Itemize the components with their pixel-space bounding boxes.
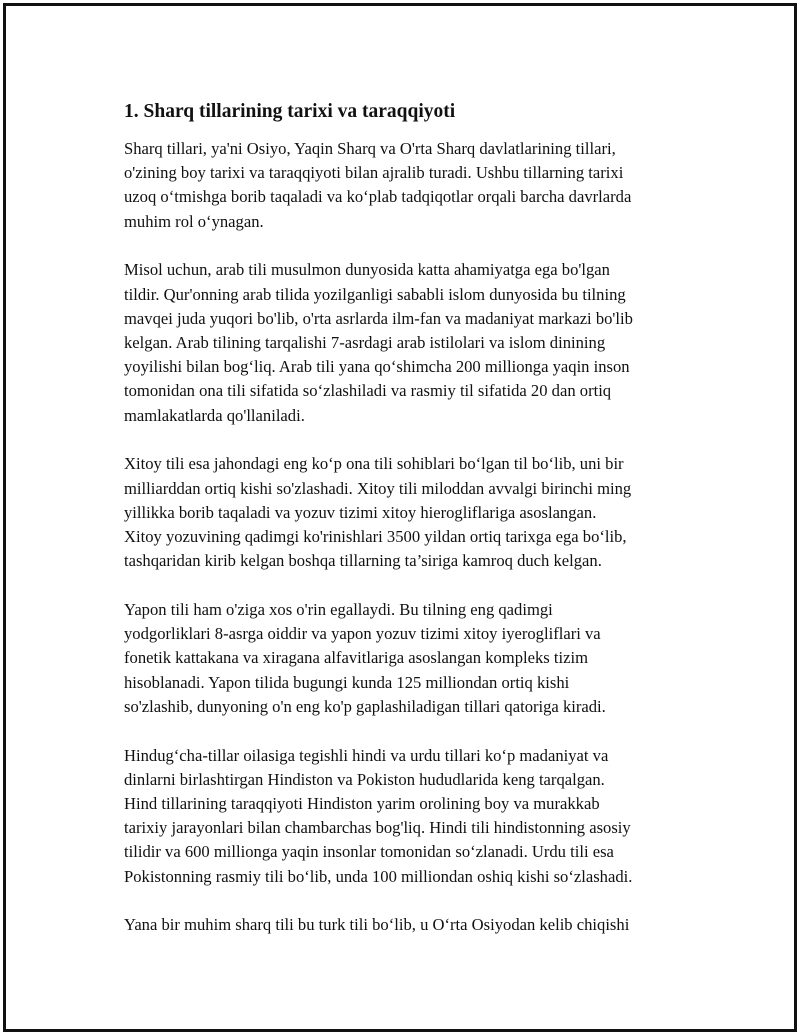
- text-line: Yana bir muhim sharq tili bu turk tili bo‘lib, u O‘rta Osiyodan kelib chiqishi: [124, 915, 630, 935]
- text-line: so'zlashib, dunyoning o'n eng ko'p gaplashiladigan tillari qatoriga kiradi.: [124, 696, 606, 716]
- text-line: mamlakatlarda qo'llaniladi.: [124, 405, 305, 425]
- text-line: tilidir va 600 millionga yaqin insonlar tomonidan so‘zlanadi. Urdu tili esa: [124, 842, 614, 862]
- text-line: o'zining boy tarixi va taraqqiyoti bilan ajralib turadi. Ushbu tillarning tarixi: [124, 163, 624, 183]
- paragraph: [124, 452, 694, 573]
- text-line: hisoblanadi. Yapon tilida bugungi kunda 125 milliondan ortiq kishi: [124, 672, 570, 692]
- paragraph: [124, 258, 694, 427]
- text-line: Misol uchun, arab tili musulmon dunyosida katta ahamiyatga ega bo'lgan: [124, 260, 610, 280]
- text-line: tashqaridan kirib kelgan boshqa tillarning ta’siriga kamroq duch kelgan.: [124, 551, 602, 571]
- text-line: tildir. Qur'onning arab tilida yozilganligi sababli islom dunyosida bu tilning: [124, 284, 626, 304]
- text-line: yoyilishi bilan bog‘liq. Arab tili yana qo‘shimcha 200 millionga yaqin inson: [124, 357, 630, 377]
- text-line: yillikka borib taqaladi va yozuv tizimi xitoy hierogliflariga asoslangan.: [124, 502, 597, 522]
- text-line: muhim rol o‘ynagan.: [124, 211, 264, 231]
- text-line: tomonidan ona tili sifatida so‘zlashiladi va rasmiy til sifatida 20 dan ortiq: [124, 381, 612, 401]
- text-line: Yapon tili ham o'ziga xos o'rin egallaydi. Bu tilning eng qadimgi: [124, 600, 553, 620]
- paragraph: [124, 913, 694, 937]
- text-line: fonetik kattakana va xiragana alfavitlariga asoslangan kompleks tizim: [124, 648, 588, 668]
- text-line: Sharq tillari, ya'ni Osiyo, Yaqin Sharq va O'rta Sharq davlatlarining tillari,: [124, 139, 616, 158]
- text-line: tarixiy jarayonlari bilan chambarchas bog'liq. Hindi tili hindistonning asosiy: [124, 818, 631, 838]
- text-line: Hindug‘cha-tillar oilasiga tegishli hindi va urdu tillari ko‘p madaniyat va: [124, 745, 609, 765]
- text-line: Hind tillarining taraqqiyoti Hindiston yarim orolining boy va murakkab: [124, 794, 600, 814]
- paragraph: [124, 598, 694, 719]
- text-line: Xitoy yozuvining qadimgi ko'rinishlari 3500 yildan ortiq tarixga ega bo‘lib,: [124, 527, 627, 547]
- text-line: milliarddan ortiq kishi so'zlashadi. Xitoy tili miloddan avvalgi birinchi ming: [124, 478, 632, 498]
- document-body: [124, 98, 694, 962]
- paragraph: [124, 744, 694, 889]
- text-line: dinlarni birlashtirgan Hindiston va Pokiston hududlarida keng tarqalgan.: [124, 769, 605, 789]
- text-line: uzoq o‘tmishga borib taqaladi va ko‘plab tadqiqotlar orqali barcha davrlarda: [124, 187, 632, 207]
- paragraph: [124, 137, 694, 234]
- section-heading: 1. Sharq tillarining tarixi va taraqqiyoti: [124, 101, 456, 122]
- text-line: Xitoy tili esa jahondagi eng ko‘p ona tili sohiblari bo‘lgan til bo‘lib, uni bir: [124, 454, 624, 474]
- page-frame: [3, 3, 797, 1032]
- text-line: yodgorliklari 8-asrga oiddir va yapon yozuv tizimi xitoy iyerogliflari va: [124, 624, 601, 644]
- text-line: mavqei juda yuqori bo'lib, o'rta asrlarda ilm-fan va madaniyat markazi bo'lib: [124, 308, 633, 328]
- text-line: kelgan. Arab tilining tarqalishi 7-asrdagi arab istilolari va islom dinining: [124, 333, 606, 353]
- text-line: Pokistonning rasmiy tili bo‘lib, unda 100 milliondan oshiq kishi so‘zlashadi.: [124, 866, 633, 886]
